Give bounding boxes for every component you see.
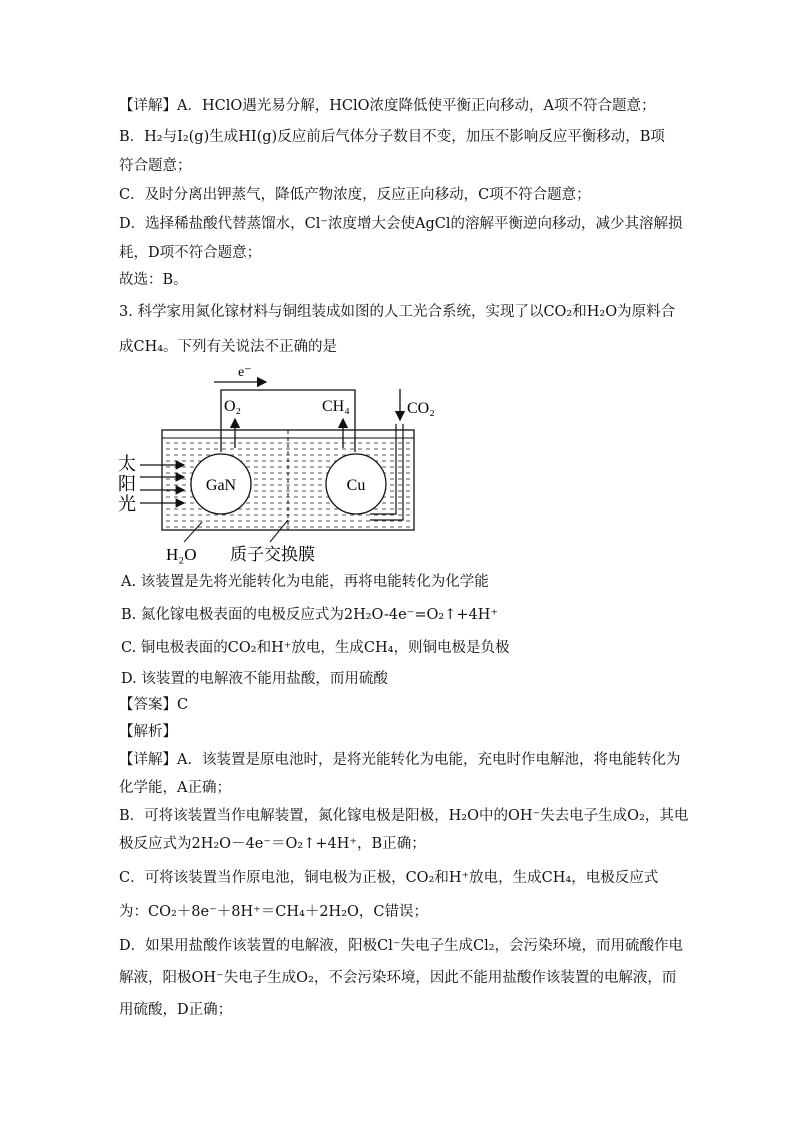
explanation-line: B．可将该装置当作电解装置，氮化镓电极是阳极，H₂O中的OH⁻失去电子生成O₂，其电 <box>119 808 689 824</box>
sunlight-label-1: 太 <box>118 454 136 474</box>
explanation-line: D．如果用盐酸作该装置的电解液，阳极Cl⁻失电子生成Cl₂，会污染环境，而用硫酸作电 <box>119 938 684 954</box>
explanation-line: 化学能，A正确； <box>119 780 231 796</box>
gan-label: GaN <box>205 477 237 494</box>
answer-label: 【答案】C <box>119 697 189 713</box>
analysis-label: 【解析】 <box>119 724 177 740</box>
ch4-label: CH₄ <box>322 398 350 415</box>
text-line: B．H₂与I₂(g)生成HI(g)反应前后气体分子数目不变，加压不影响反应平衡移动，B项 <box>119 129 665 145</box>
option-c: C. 铜电极表面的CO₂和H⁺放电，生成CH₄，则铜电极是负极 <box>121 640 510 656</box>
explanation-line: 解液，阳极OH⁻失电子生成O₂，不会污染环境，因此不能用盐酸作该装置的电解液，而 <box>119 970 677 986</box>
explanation-line: 为：CO₂＋8e⁻＋8H⁺＝CH₄＋2H₂O，C错误； <box>119 904 428 920</box>
o2-label: O₂ <box>224 398 242 415</box>
photosynthesis-cell-diagram <box>110 362 450 572</box>
question-stem: 3. 科学家用氮化镓材料与铜组装成如图的人工光合系统，实现了以CO₂和H₂O为原料合 <box>119 304 676 320</box>
membrane-label: 质子交换膜 <box>230 545 315 564</box>
explanation-line: C．可将该装置当作原电池，铜电极为正极，CO₂和H⁺放电，生成CH₄，电极反应式 <box>119 870 659 886</box>
text-line: 符合题意； <box>119 158 192 174</box>
explanation-line: 【详解】A．该装置是原电池时，是将光能转化为电能，充电时作电解池，将电能转化为 <box>119 752 681 768</box>
option-b: B. 氮化镓电极表面的电极反应式为2H₂O-4e⁻=O₂↑+4H⁺ <box>121 607 499 623</box>
text-line: C．及时分离出钾蒸气，降低产物浓度，反应正向移动，C项不符合题意； <box>119 187 591 203</box>
water-label: H₂O <box>166 545 197 564</box>
text-line: D．选择稀盐酸代替蒸馏水，Cl⁻浓度增大会使AgCl的溶解平衡逆向移动，减少其溶解损 <box>119 216 683 232</box>
explanation-line: 极反应式为2H₂O－4e⁻＝O₂↑+4H⁺，B正确； <box>119 836 426 852</box>
question-stem: 成CH₄。下列有关说法不正确的是 <box>119 339 338 355</box>
cu-label: Cu <box>346 477 366 494</box>
text-line: 【详解】A．HClO遇光易分解，HClO浓度降低使平衡正向移动，A项不符合题意； <box>119 98 656 114</box>
option-d: D. 该装置的电解液不能用盐酸，而用硫酸 <box>121 671 388 687</box>
co2-label: CO₂ <box>407 400 435 417</box>
text-line: 故选：B。 <box>119 272 188 288</box>
electron-label: e⁻ <box>238 365 252 380</box>
option-a: A. 该装置是先将光能转化为电能，再将电能转化为化学能 <box>121 574 489 590</box>
sunlight-label-3: 光 <box>118 494 136 514</box>
sunlight-label-2: 阳 <box>118 474 136 494</box>
explanation-line: 用硫酸，D正确； <box>119 1002 233 1018</box>
text-line: 耗，D项不符合题意； <box>119 245 262 261</box>
